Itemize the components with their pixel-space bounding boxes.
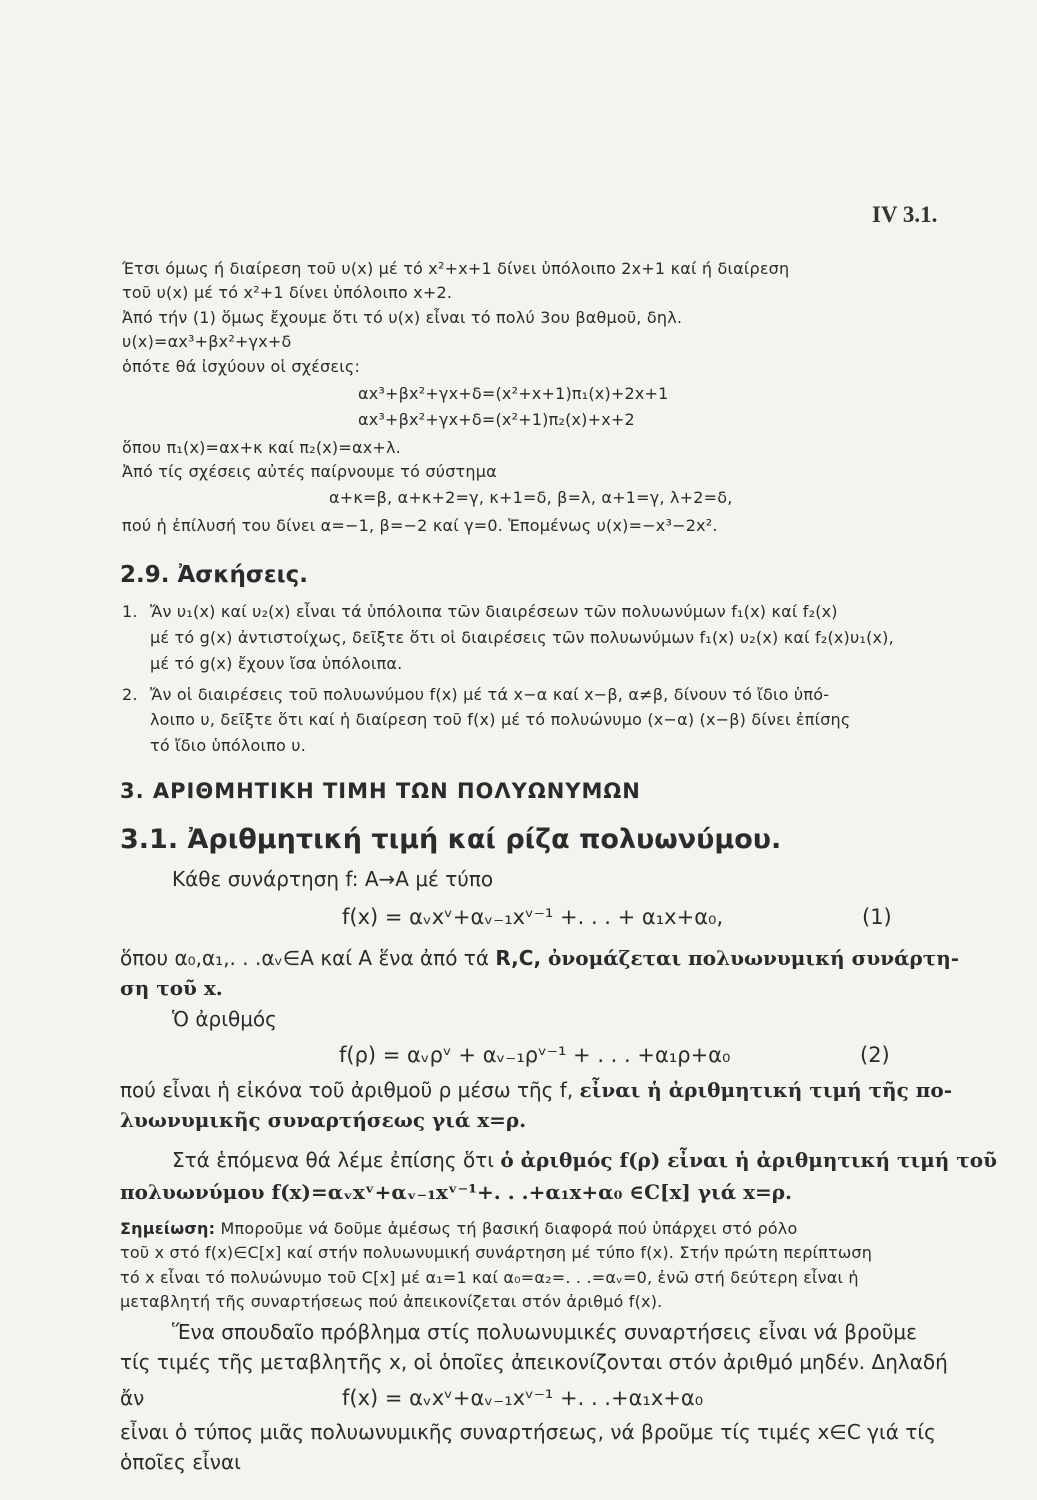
number-intro: Ὁ ἀριθμός xyxy=(172,1007,277,1031)
next-term: ὁ ἀριθμός f(ρ) εἶναι ἡ ἀριθμητική τιμή τοῦ xyxy=(500,1148,997,1172)
note-line xyxy=(120,1219,797,1238)
exercise-number: 2. xyxy=(122,685,138,704)
relation-2: αx³+βx²+γx+δ=(x²+1)π₂(x)+x+2 xyxy=(358,410,635,429)
note-label: Σημείωση: xyxy=(120,1219,216,1238)
definition-text: ὅπου α₀,α₁,. . .αᵥ∈A καί A ἕνα ἀπό τά xyxy=(120,946,496,970)
definition-line-2: ση τοῦ x. xyxy=(120,976,223,1000)
solution-line: υ(x)=αx³+βx²+γx+δ xyxy=(122,332,292,351)
section-title: 3. ΑΡΙΘΜΗΤΙΚΗ ΤΙΜΗ ΤΩΝ ΠΟΛΥΩΝΥΜΩΝ xyxy=(120,779,641,803)
problem-if: ἄν xyxy=(120,1386,145,1410)
solution-line: ὁπότε θά ἰσχύουν οἱ σχέσεις: xyxy=(122,357,361,376)
equation-1-number: (1) xyxy=(862,905,892,929)
equation-1: f(x) = αᵥxᵛ+αᵥ₋₁xᵛ⁻¹ +. . . + α₁x+α₀, xyxy=(342,905,724,929)
definition-line xyxy=(120,946,959,970)
solution-line: τοῦ υ(x) μέ τό x²+1 δίνει ὑπόλοιπο x+2. xyxy=(122,283,453,302)
solution-line: Έτσι όμως ή διαίρεση τοῦ υ(x) μέ τό x²+x+1 δίνει ὑπόλοιπο 2x+1 καί ή διαίρεση xyxy=(122,259,790,278)
exercises-heading: 2.9. Ἀσκήσεις. xyxy=(120,562,308,588)
solution-line: ὅπου π₁(x)=αx+κ καί π₂(x)=αx+λ. xyxy=(122,438,401,457)
note-line: τοῦ x στό f(x)∈C[x] καί στήν πολυωνυμική συνάρτηση μέ τύπο f(x). Στήν πρώτη περίπτωση xyxy=(120,1243,873,1262)
definition-sets: R,C, xyxy=(495,946,542,970)
next-line xyxy=(172,1148,997,1172)
definition-term: ὀνομάζεται πολυωνυμική συνάρτη- xyxy=(541,946,960,970)
page-reference: IV 3.1. xyxy=(872,202,938,227)
subsection-title: 3.1. Ἀριθμητική τιμή καί ρίζα πολυωνύμου. xyxy=(120,824,782,855)
next-line-2: πολυωνύμου f(x)=αᵥxᵛ+αᵥ₋₁xᵛ⁻¹+. . .+α₁x+α₀ ∈C[x] γιά x=ρ. xyxy=(120,1180,793,1204)
value-line xyxy=(120,1078,952,1102)
system-equations: α+κ=β, α+κ+2=γ, κ+1=δ, β=λ, α+1=γ, λ+2=δ, xyxy=(329,488,733,507)
problem-line: τίς τιμές τῆς μεταβλητῆς x, οἱ ὁποῖες ἀπεικονίζονται στόν ἀριθμό μηδέν. Δηλαδή xyxy=(120,1350,948,1374)
note-text: Μποροῦμε νά δοῦμε ἀμέσως τή βασική διαφορά πού ὑπάρχει στό ρόλο xyxy=(215,1219,798,1238)
exercise-line: μέ τό g(x) ἔχουν ἴσα ὑπόλοιπα. xyxy=(150,654,403,673)
value-text: πού εἶναι ἡ εἰκόνα τοῦ ἀριθμοῦ ρ μέσω τῆς f, xyxy=(120,1078,580,1102)
solution-line: Ἀπό τίς σχέσεις αὐτές παίρνουμε τό σύστημα xyxy=(122,462,497,481)
relation-1: αx³+βx²+γx+δ=(x²+x+1)π₁(x)+2x+1 xyxy=(358,384,669,403)
exercise-line: τό ἴδιο ὑπόλοιπο υ. xyxy=(150,736,307,755)
value-line-2: λυωνυμικῆς συναρτήσεως γιά x=ρ. xyxy=(120,1108,527,1132)
solution-line: πού ἡ ἐπίλυσή του δίνει α=−1, β=−2 καί γ=0. Ἑπομένως υ(x)=−x³−2x². xyxy=(122,516,718,535)
note-line: τό x εἶναι τό πολυώνυμο τοῦ C[x] μέ α₁=1 καί α₀=α₂=. . .=αᵥ=0, ἐνῶ στή δεύτερη εἶναι ἡ xyxy=(120,1268,859,1287)
equation-3: f(x) = αᵥxᵛ+αᵥ₋₁xᵛ⁻¹ +. . .+α₁x+α₀ xyxy=(342,1386,704,1410)
next-text: Στά ἑπόμενα θά λέμε ἐπίσης ὅτι xyxy=(172,1148,501,1172)
equation-2-number: (2) xyxy=(860,1043,890,1067)
note-line: μεταβλητή τῆς συναρτήσεως πού ἀπεικονίζεται στόν ἀριθμό f(x). xyxy=(120,1292,663,1311)
exercise-line: μέ τό g(x) ἀντιστοίχως, δεῖξτε ὅτι οἱ διαιρέσεις τῶν πολυωνύμων f₁(x) υ₂(x) καί f₂(x)υ₁(x), xyxy=(150,628,894,647)
solution-line: Ἀπό τήν (1) ὅμως ἔχουμε ὅτι τό υ(x) εἶναι τό πολύ 3ου βαθμοῦ, δηλ. xyxy=(122,308,683,327)
problem-line: Ἕνα σπουδαῖο πρόβλημα στίς πολυωνυμικές συναρτήσεις εἶναι νά βροῦμε xyxy=(172,1320,917,1344)
exercise-line: Ἄν υ₁(x) καί υ₂(x) εἶναι τά ὑπόλοιπα τῶν διαιρέσεων τῶν πολυωνύμων f₁(x) καί f₂(x) xyxy=(150,602,838,621)
intro-line: Κάθε συνάρτηση f: A→A μέ τύπο xyxy=(172,867,494,891)
problem-line: εἶναι ὁ τύπος μιᾶς πολυωνυμικῆς συναρτήσεως, νά βροῦμε τίς τιμές x∈C γιά τίς xyxy=(120,1420,936,1444)
exercise-line: λοιπο υ, δεῖξτε ὅτι καί ἡ διαίρεση τοῦ f(x) μέ τό πολυώνυμο (x−α) (x−β) δίνει ἐπίσης xyxy=(150,710,851,729)
exercise-number: 1. xyxy=(122,602,138,621)
value-term: εἶναι ἡ ἀριθμητική τιμή τῆς πο- xyxy=(579,1078,952,1102)
problem-line: ὁποῖες εἶναι xyxy=(120,1450,241,1474)
exercise-line: Ἄν οἱ διαιρέσεις τοῦ πολυωνύμου f(x) μέ τά x−α καί x−β, α≠β, δίνουν τό ἴδιο ὑπό- xyxy=(150,685,830,704)
equation-2: f(ρ) = αᵥρᵛ + αᵥ₋₁ρᵛ⁻¹ + . . . +α₁ρ+α₀ xyxy=(339,1043,731,1067)
